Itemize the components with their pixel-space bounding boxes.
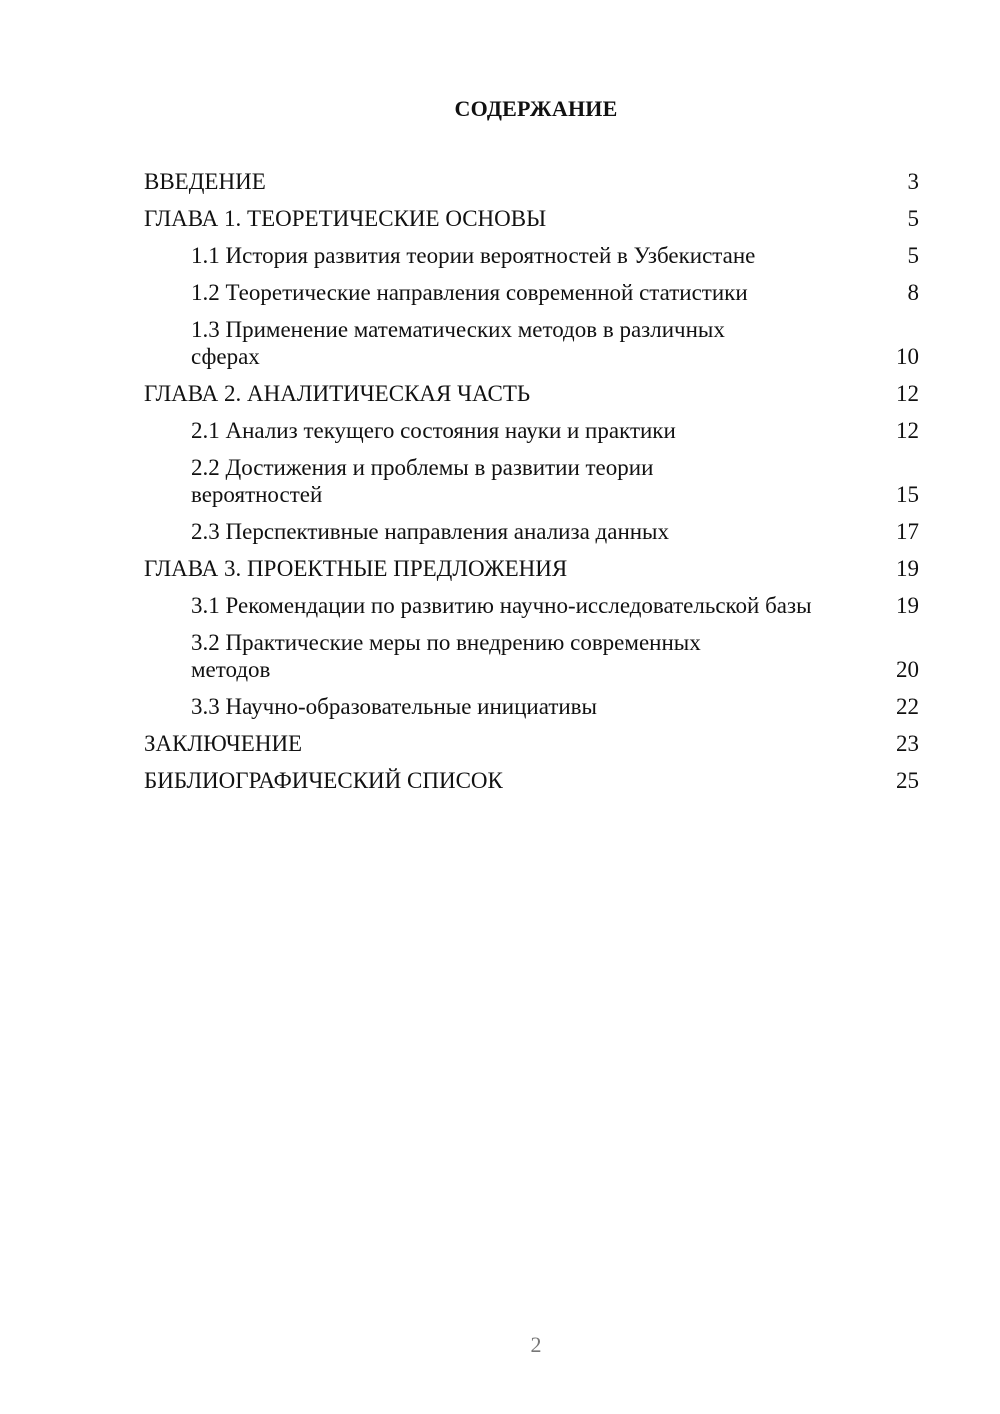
toc-entry-text: 3.1 Рекомендации по развитию научно-исследовательской базы [191,593,812,618]
toc-entry-page: 25 [896,768,919,793]
toc-entry-text: 1.2 Теоретические направления современной статистики [191,280,748,305]
toc-entry-chapter-1 [144,205,919,232]
toc-entry-page: 12 [896,381,919,406]
toc-entry-page: 8 [907,280,919,305]
toc-entry-page: 12 [896,418,919,443]
toc-entry-section-2-1 [144,417,919,444]
page-number: 2 [530,1332,542,1357]
toc-entry-text: 3.3 Научно-образовательные инициативы [191,694,597,719]
toc-entry-conclusion [144,730,919,757]
toc-entry-chapter-3 [144,555,919,582]
toc-entry-section-3-2 [144,629,919,683]
toc-entry-text: ВВЕДЕНИЕ [144,169,266,194]
toc-title: СОДЕРЖАНИЕ [454,96,618,121]
toc-entry-text: ГЛАВА 2. АНАЛИТИЧЕСКАЯ ЧАСТЬ [144,381,531,406]
toc-entry-page: 5 [907,206,919,231]
toc-entry-text: ГЛАВА 1. ТЕОРЕТИЧЕСКИЕ ОСНОВЫ [144,206,547,231]
toc-entry-section-2-3 [144,518,919,545]
toc-entry-text: ГЛАВА 3. ПРОЕКТНЫЕ ПРЕДЛОЖЕНИЯ [144,556,568,581]
toc-entry-text: 2.2 Достижения и проблемы в развитии теории вероятностей [191,455,654,507]
toc-entry-page: 15 [896,482,919,507]
toc-entry-page: 19 [896,556,919,581]
toc-entry-section-3-3 [144,693,919,720]
toc-entry-bibliography [144,767,919,794]
toc-entry-section-3-1 [144,592,919,619]
toc-entry-page: 5 [907,243,919,268]
toc-entry-text: 3.2 Практические меры по внедрению современных методов [191,630,701,682]
toc-entry-page: 22 [896,694,919,719]
toc-entry-text: БИБЛИОГРАФИЧЕСКИЙ СПИСОК [144,768,503,793]
toc-entry-page: 23 [896,731,919,756]
toc-entry-section-1-2 [144,279,919,306]
table-of-contents [144,168,919,804]
toc-entry-text: 2.1 Анализ текущего состояния науки и практики [191,418,676,443]
toc-entry-section-1-1 [144,242,919,269]
toc-entry-text: 1.3 Применение математических методов в различных сферах [191,317,725,369]
toc-entry-page: 10 [896,344,919,369]
toc-entry-chapter-2 [144,380,919,407]
toc-entry-section-1-3 [144,316,919,370]
toc-entry-page: 19 [896,593,919,618]
toc-entry-text: 2.3 Перспективные направления анализа данных [191,519,670,544]
toc-entry-introduction [144,168,919,195]
toc-entry-section-2-2 [144,454,919,508]
toc-entry-page: 17 [896,519,919,544]
toc-entry-text: ЗАКЛЮЧЕНИЕ [144,731,303,756]
toc-entry-page: 3 [907,169,919,194]
toc-entry-text: 1.1 История развития теории вероятностей в Узбекистане [191,243,756,268]
toc-entry-page: 20 [896,657,919,682]
